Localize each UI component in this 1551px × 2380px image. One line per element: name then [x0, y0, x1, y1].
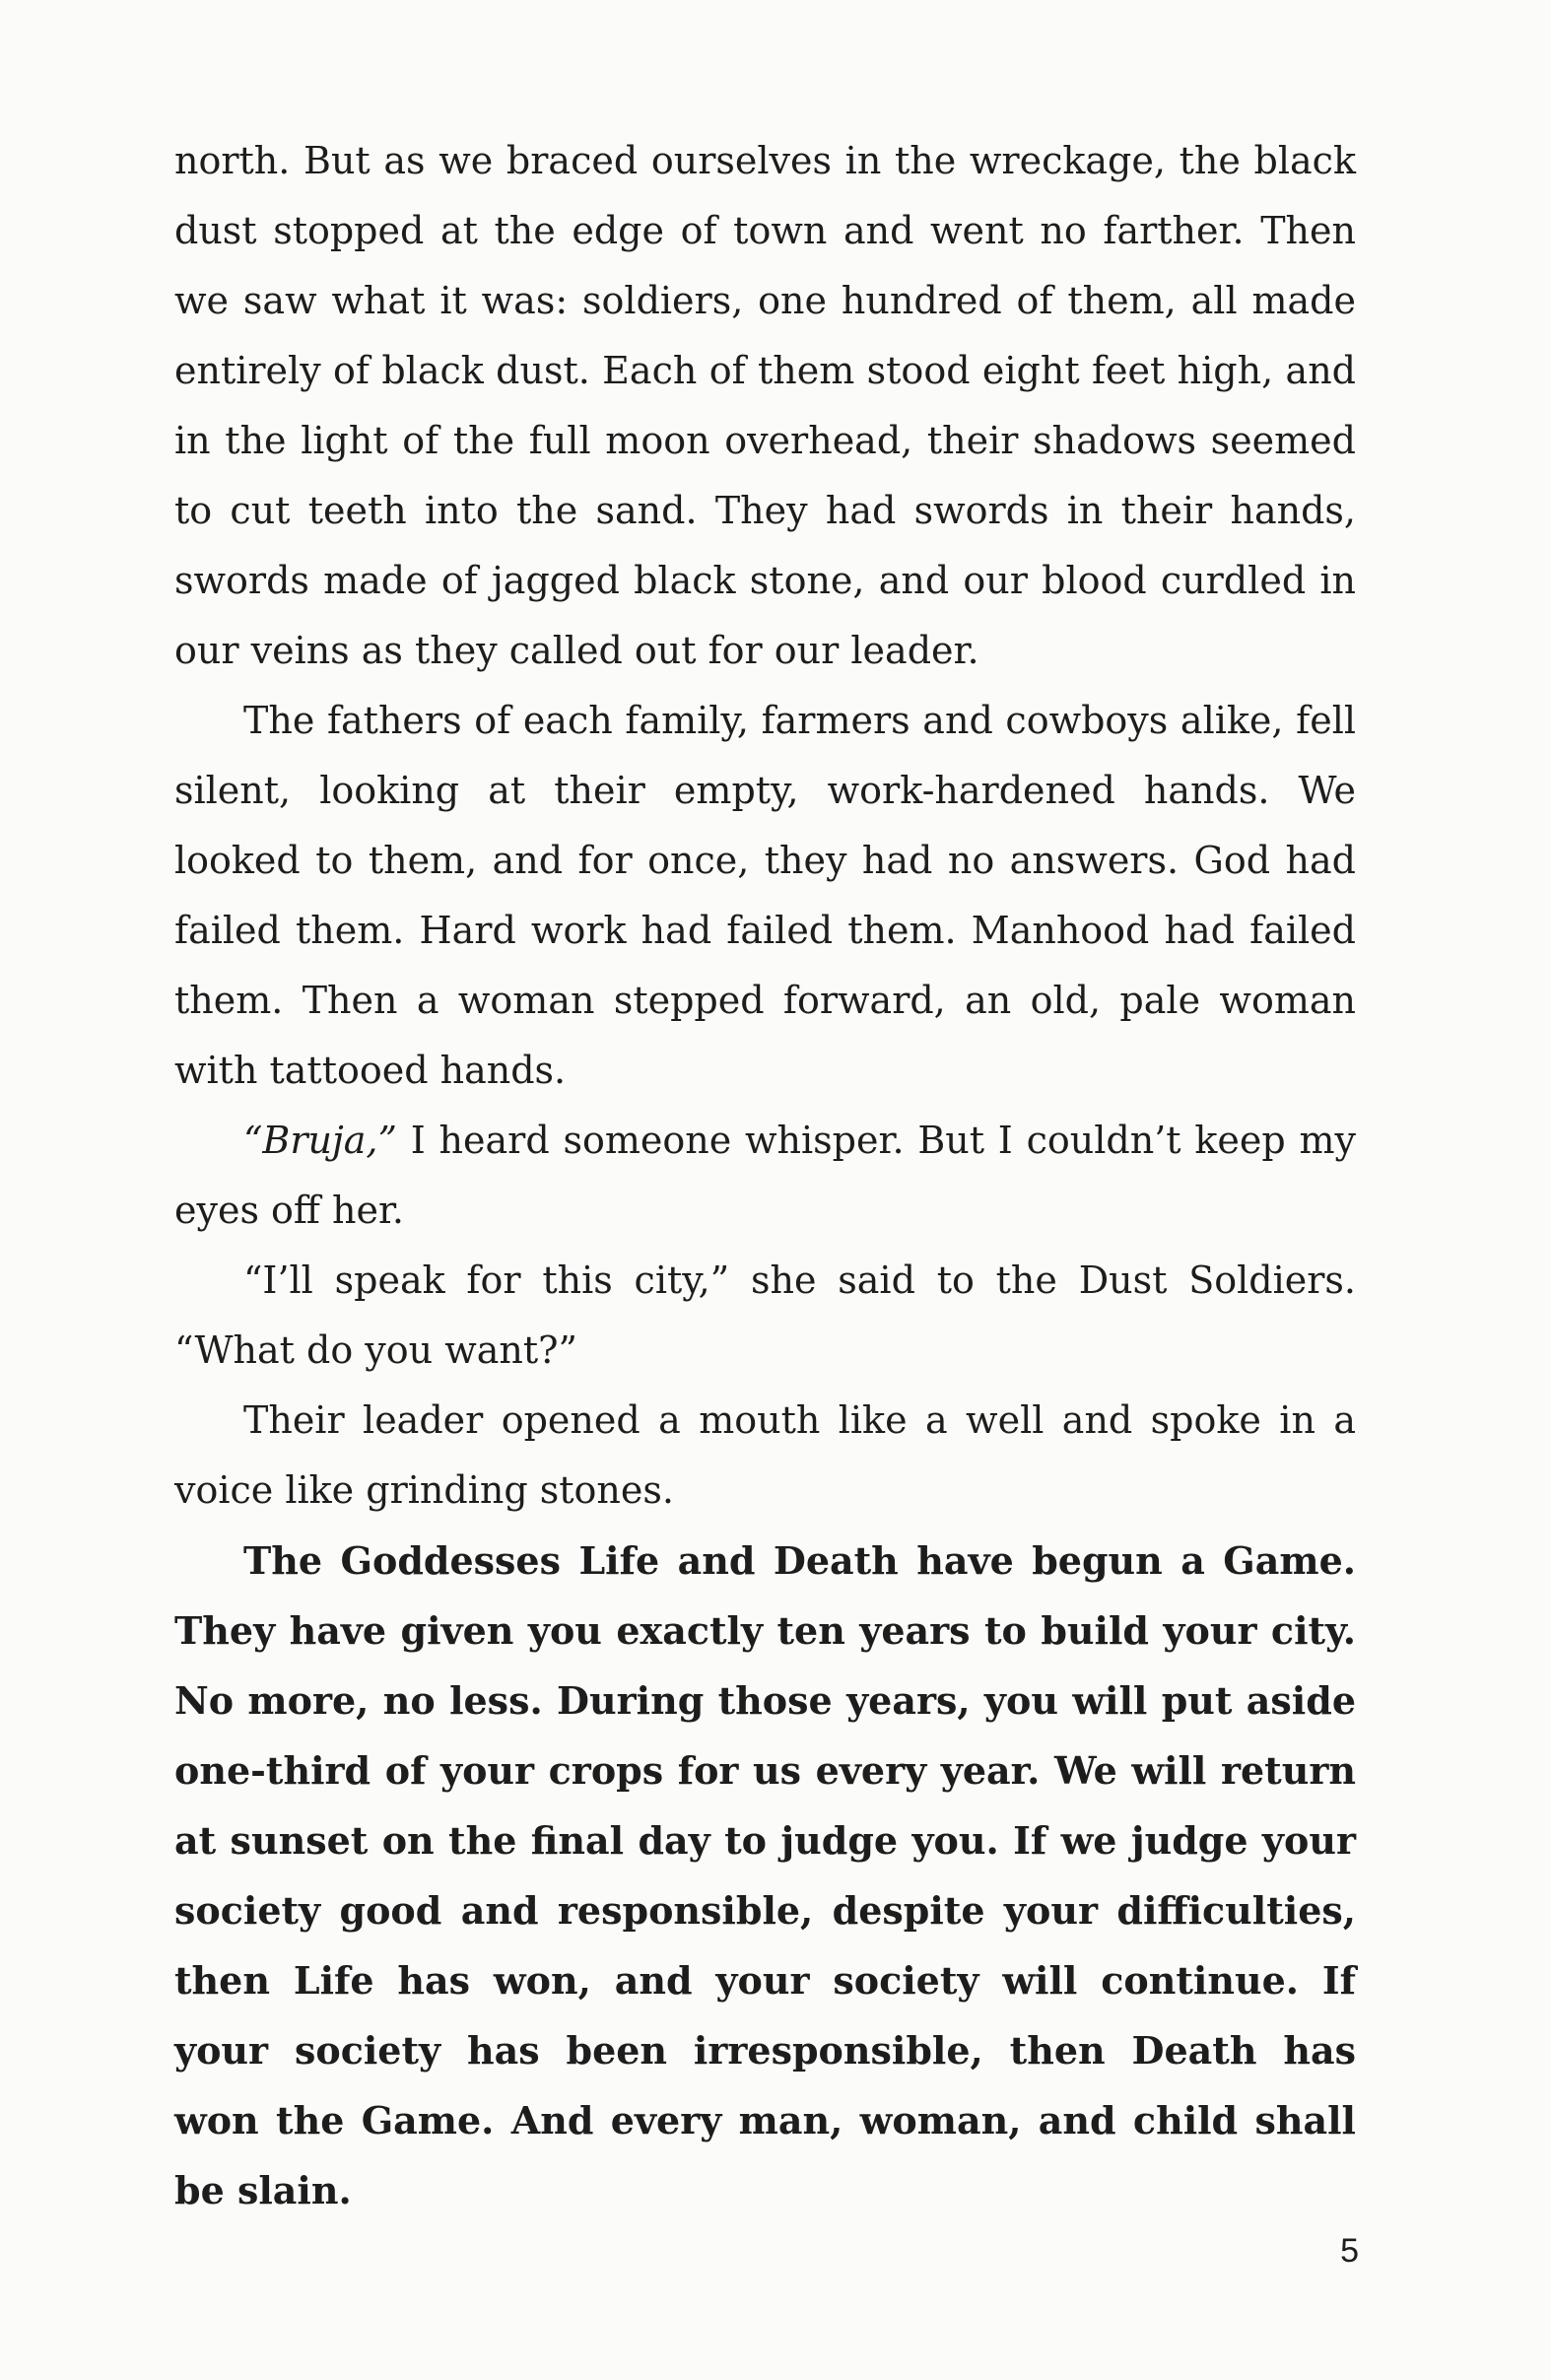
page-body	[174, 126, 1356, 2225]
paragraph-dialogue: “I’ll speak for this city,” she said to the Dust Soldiers. “What do you want?”	[174, 1258, 1356, 1372]
paragraph-leader: Their leader opened a mouth like a well and spoke in a voice like grinding stones.	[174, 1398, 1356, 1512]
paragraph-continuation: north. But as we braced ourselves in the wreckage, the black dust stopped at the edge of town and went no farther. Then we saw what it was: soldiers, one hundred of them, all made entirely of black dust. Each of them stood eight feet high, and in the light of the full moon overhead, their shadows seemed to cut teeth into the sand. They had swords in their hands, swords made of jagged black stone, and our blood curdled in our veins as they called out for our leader.	[174, 139, 1356, 672]
paragraph-bruja	[174, 1106, 1356, 1246]
page-number: 5	[1340, 2232, 1359, 2270]
paragraph-decree: The Goddesses Life and Death have begun a Game. They have given you exactly ten years to build your city. No more, no less. During those years, you will put aside one-third of your crops for us every year. We will return at sunset on the final day to judge you. If we judge your society good and responsible, despite your difficulties, then Life has won, and your society will continue. If your society has been irresponsible, then Death has won the Game. And every man, woman, and child shall be slain.	[174, 1538, 1356, 2212]
paragraph-fathers: The fathers of each family, farmers and cowboys alike, fell silent, looking at their empty, work-hardened hands. We looked to them, and for once, they had no answers. God had failed them. Hard work had failed them. Manhood had failed them. Then a woman stepped forward, an old, pale woman with tattooed hands.	[174, 699, 1356, 1092]
bruja-text: I heard someone whisper. But I couldn’t keep my eyes off her.	[174, 1119, 1356, 1232]
bruja-word: “Bruja,”	[243, 1119, 397, 1162]
